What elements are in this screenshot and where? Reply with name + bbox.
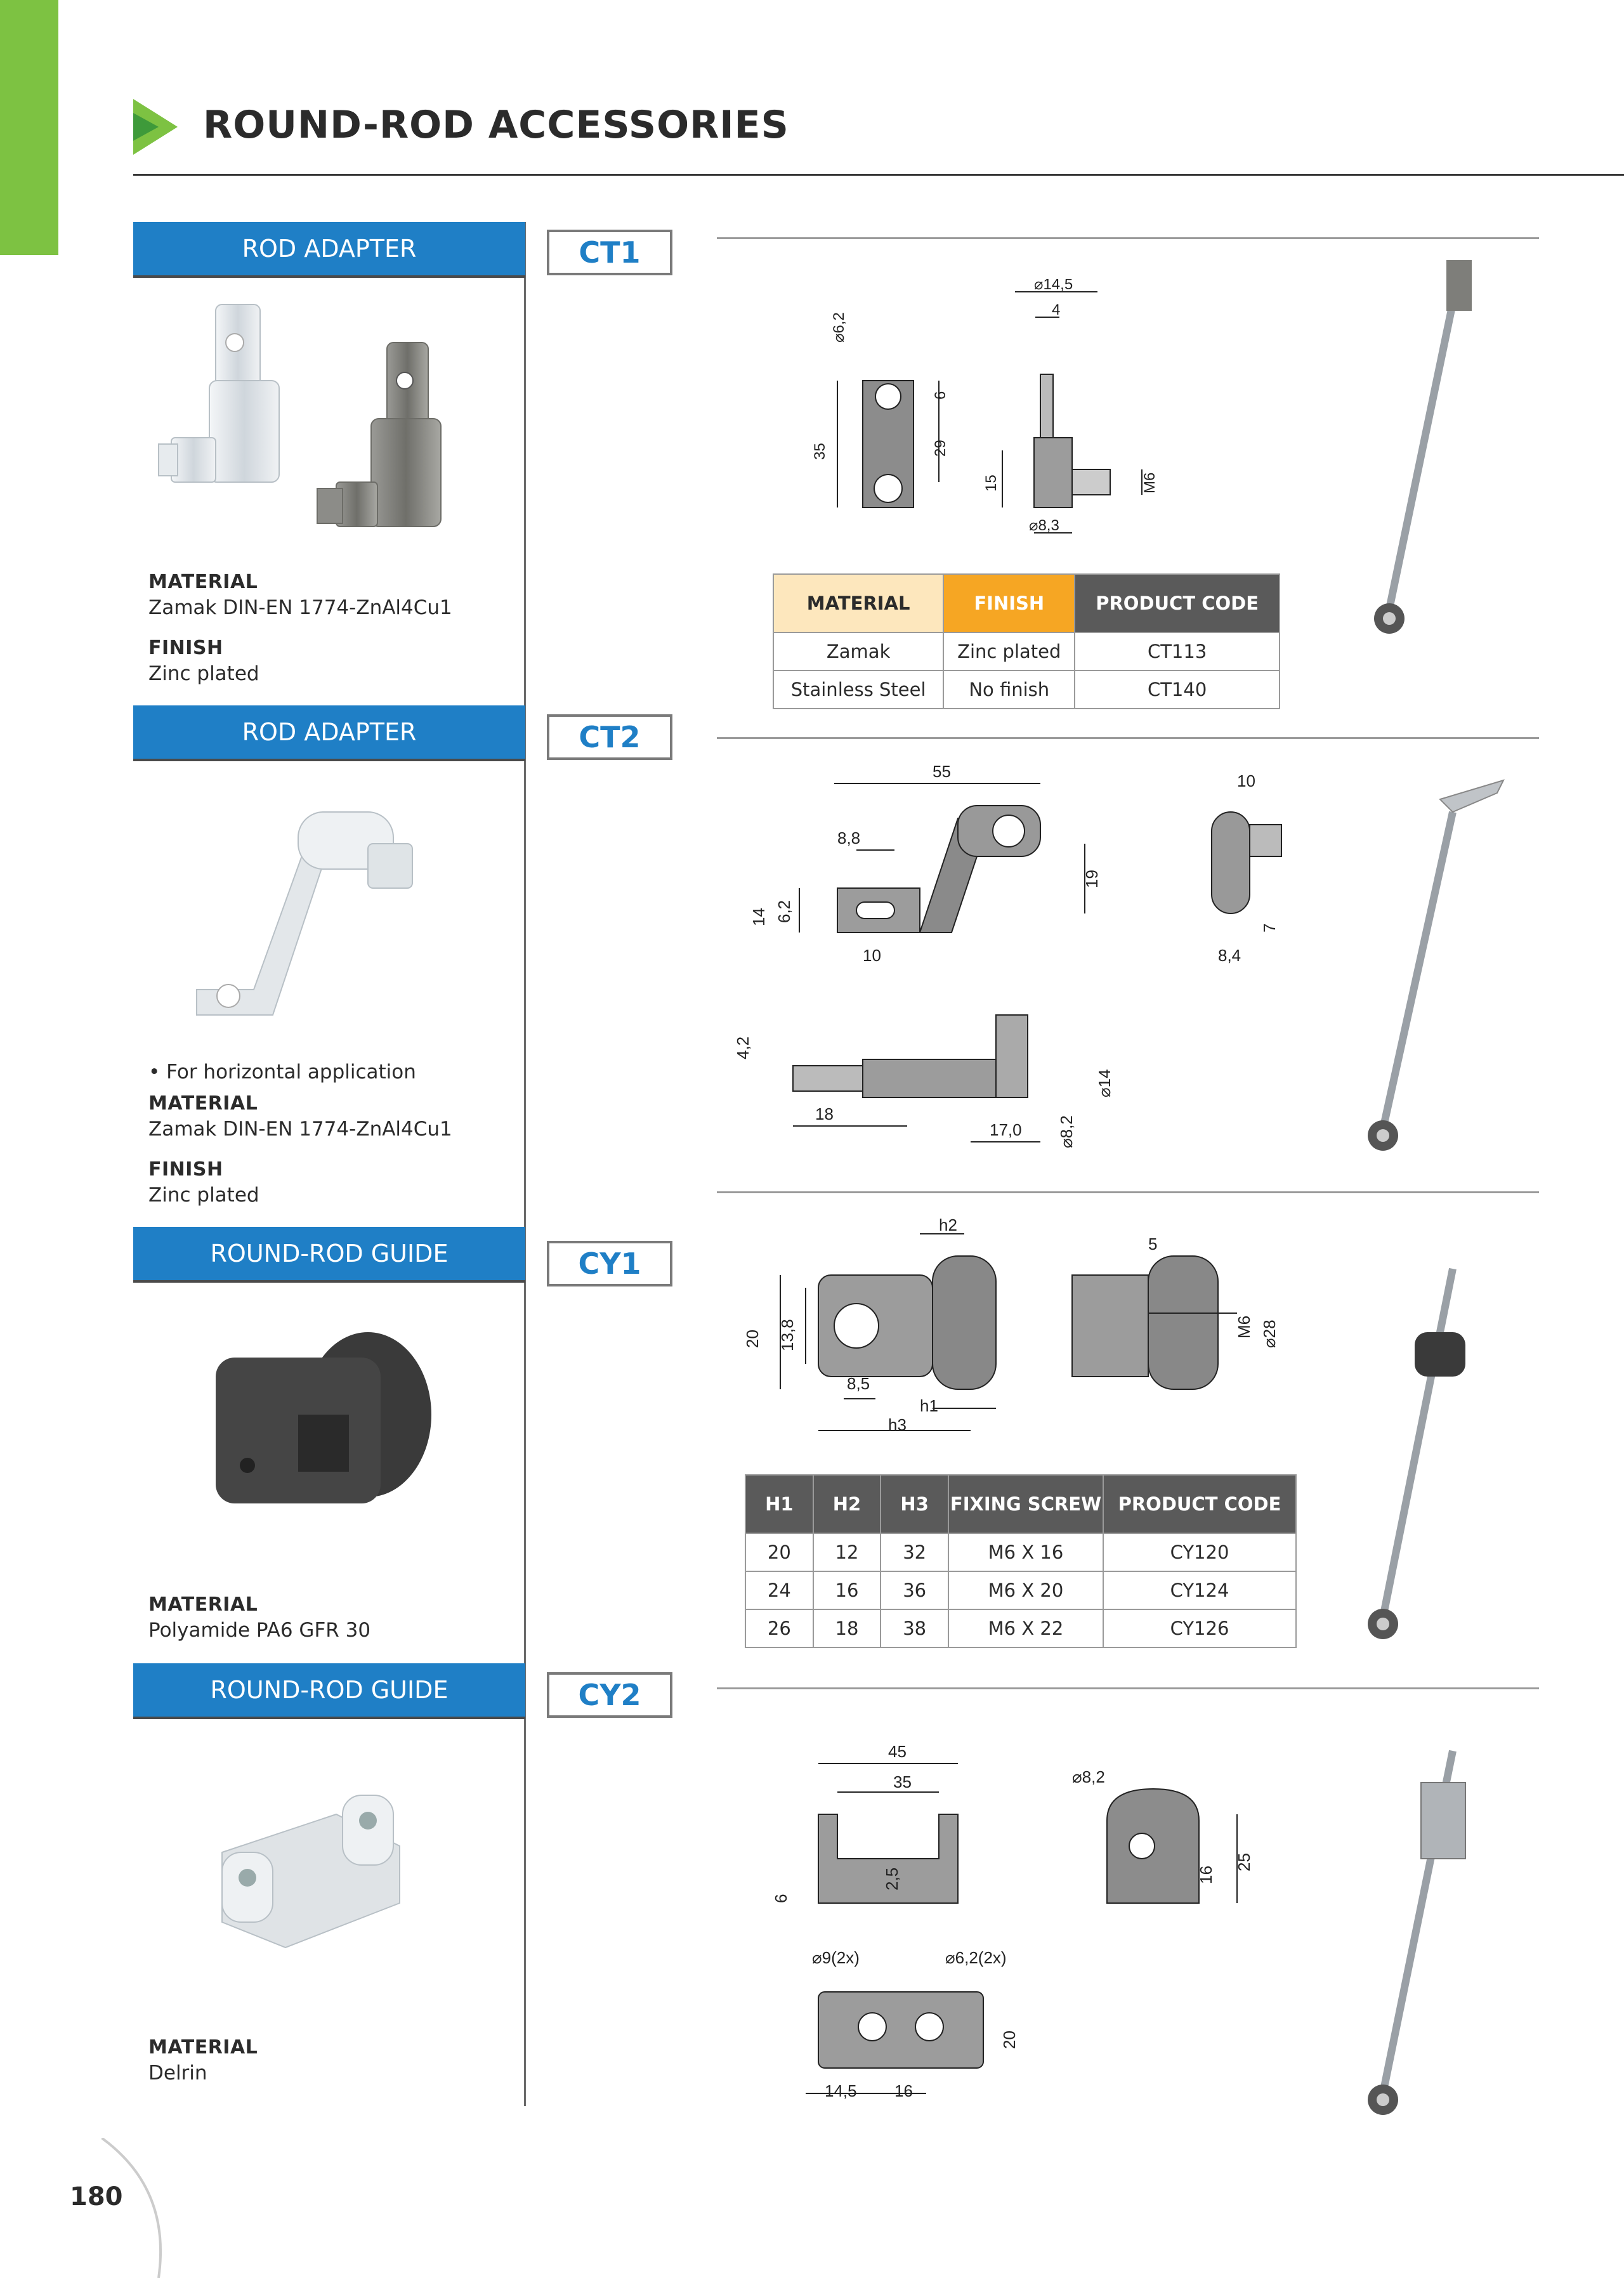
ct2-dim-7: 10 [1237, 771, 1255, 790]
ct1-assembly-image [1345, 254, 1510, 647]
ct1-finish-label: FINISH [148, 637, 223, 659]
cy2-technical-drawing [761, 1738, 1281, 2119]
cy1-spec-table: H1 H2 H3 FIXING SCREW PRODUCT CODE 20 12 32 M6 X 16 CY120 24 16 36 M6 X 20 CY124 26 18 38 M6 X 22 CY126 [745, 1474, 1297, 1648]
ct1-col-product-code: PRODUCT CODE [1075, 574, 1280, 632]
ct1-product-image [152, 298, 469, 552]
title-arrow-icon [133, 99, 178, 155]
table-row: Zamak Zinc plated CT113 [773, 632, 1280, 671]
ct2-dim-14: ⌀8,2 [1057, 1115, 1076, 1148]
ct2-dim-9: 8,4 [1218, 946, 1241, 965]
cy1-dim-4: 8,5 [847, 1374, 870, 1393]
section-rule-ct1 [717, 237, 1539, 239]
ct1-spec-table [773, 573, 1280, 709]
ct2-finish-label: FINISH [148, 1158, 223, 1181]
cy2-dim-7: 25 [1234, 1853, 1254, 1871]
section-header-cy1: ROUND-ROD GUIDE [133, 1227, 525, 1283]
section-header-cy2: ROUND-ROD GUIDE [133, 1663, 525, 1719]
cy2-dim-5: ⌀8,2 [1072, 1767, 1105, 1786]
ct2-dim-8: 7 [1260, 923, 1279, 933]
ct2-finish-value: Zinc plated [148, 1184, 259, 1207]
cy2-material-label: MATERIAL [148, 2036, 258, 2059]
ct1-material-label: MATERIAL [148, 571, 258, 593]
title-divider [133, 174, 1624, 176]
ct1-technical-drawing [799, 279, 1180, 546]
section-header-ct1: ROD ADAPTER [133, 222, 525, 278]
ct2-dim-12: 17,0 [990, 1120, 1022, 1139]
ct2-assembly-image [1345, 774, 1535, 1167]
ct2-dim-6: 19 [1082, 870, 1101, 888]
section-rule-cy2 [717, 1687, 1539, 1689]
ct2-material-value: Zamak DIN-EN 1774-ZnAl4Cu1 [148, 1118, 452, 1141]
cy1-assembly-image [1345, 1262, 1535, 1656]
cy1-material-label: MATERIAL [148, 1594, 258, 1616]
ct1-col-finish: FINISH [943, 574, 1075, 632]
ct1-material-value: Zamak DIN-EN 1774-ZnAl4Cu1 [148, 596, 452, 619]
section-rule-ct2 [717, 737, 1539, 739]
ct1-dim-7: 15 [983, 475, 1000, 492]
cy2-material-value: Delrin [148, 2062, 207, 2085]
ct2-dim-2: 8,8 [837, 828, 861, 848]
cy2-dim-12: 16 [894, 2081, 913, 2100]
section-header-ct2: ROD ADAPTER [133, 705, 525, 761]
ct1-col-material: MATERIAL [773, 574, 943, 632]
ct2-dim-5: 10 [863, 946, 881, 965]
product-code-ct1: CT1 [547, 230, 672, 275]
ct2-product-image [184, 787, 450, 1040]
cy1-dim-6: h3 [888, 1415, 907, 1434]
cy1-material-value: Polyamide PA6 GFR 30 [148, 1619, 371, 1642]
cy1-dim-1: h2 [939, 1215, 957, 1234]
cy1-dim-9: ⌀28 [1260, 1319, 1279, 1348]
table-row: 26 18 38 M6 X 22 CY126 [745, 1609, 1296, 1647]
cy2-dim-10: 20 [1000, 2031, 1019, 2049]
cy2-dim-9: ⌀6,2(2x) [945, 1948, 1007, 1967]
ct1-dim-9: M6 [1141, 472, 1158, 494]
page-title: ROUND-ROD ACCESSORIES [203, 103, 789, 147]
ct1-dim-5: 35 [811, 443, 828, 460]
ct2-bullet: • For horizontal application [148, 1061, 416, 1083]
section-rule-cy1 [717, 1191, 1539, 1193]
cy2-dim-2: 35 [893, 1772, 912, 1791]
ct2-technical-drawing [730, 761, 1313, 1167]
ct1-dim-3: ⌀6,2 [830, 312, 848, 343]
page-accent-tab [0, 0, 58, 255]
ct2-dim-3: 14 [749, 908, 768, 926]
cy2-product-image [209, 1776, 425, 1967]
cy2-assembly-image [1345, 1738, 1535, 2131]
cy1-dim-5: h1 [920, 1396, 938, 1415]
ct1-dim-2: 4 [1052, 301, 1061, 318]
cy1-dim-8: M6 [1234, 1315, 1254, 1339]
product-code-cy1: CY1 [547, 1241, 672, 1286]
ct1-dim-1: ⌀14,5 [1034, 279, 1073, 293]
ct1-finish-value: Zinc plated [148, 662, 259, 685]
product-code-cy2: CY2 [547, 1672, 672, 1718]
ct2-dim-11: 18 [815, 1104, 834, 1123]
ct1-dim-4: 6 [932, 391, 949, 400]
cy1-dim-7: 5 [1148, 1234, 1158, 1254]
cy2-dim-3: 2,5 [882, 1867, 901, 1890]
cy1-dim-3: 13,8 [778, 1319, 797, 1351]
table-row: 24 16 36 M6 X 20 CY124 [745, 1571, 1296, 1609]
cy2-dim-1: 45 [888, 1742, 907, 1761]
cy1-dim-2: 20 [743, 1330, 762, 1348]
table-row: Stainless Steel No finish CT140 [773, 671, 1280, 709]
cy2-dim-6: 16 [1196, 1866, 1215, 1884]
ct2-material-label: MATERIAL [148, 1092, 258, 1115]
cy2-dim-11: 14,5 [825, 2081, 857, 2100]
cy2-dim-8: ⌀9(2x) [812, 1948, 860, 1967]
column-divider [524, 222, 526, 2106]
ct2-dim-1: 55 [933, 762, 951, 781]
product-code-ct2: CT2 [547, 714, 672, 760]
table-row: 20 12 32 M6 X 16 CY120 [745, 1533, 1296, 1571]
ct2-dim-10: 4,2 [733, 1036, 752, 1059]
page-number: 180 [70, 2182, 123, 2211]
ct1-dim-6: 29 [932, 440, 949, 457]
bullet-icon: • [148, 1061, 167, 1083]
ct1-dim-8: ⌀8,3 [1029, 517, 1059, 534]
ct2-dim-13: ⌀14 [1095, 1069, 1114, 1097]
ct2-dim-4: 6,2 [775, 900, 794, 923]
cy1-product-image [203, 1319, 444, 1542]
page-corner-curve [102, 2138, 178, 2278]
cy1-technical-drawing [730, 1205, 1300, 1459]
cy2-dim-4: 6 [771, 1894, 790, 1903]
